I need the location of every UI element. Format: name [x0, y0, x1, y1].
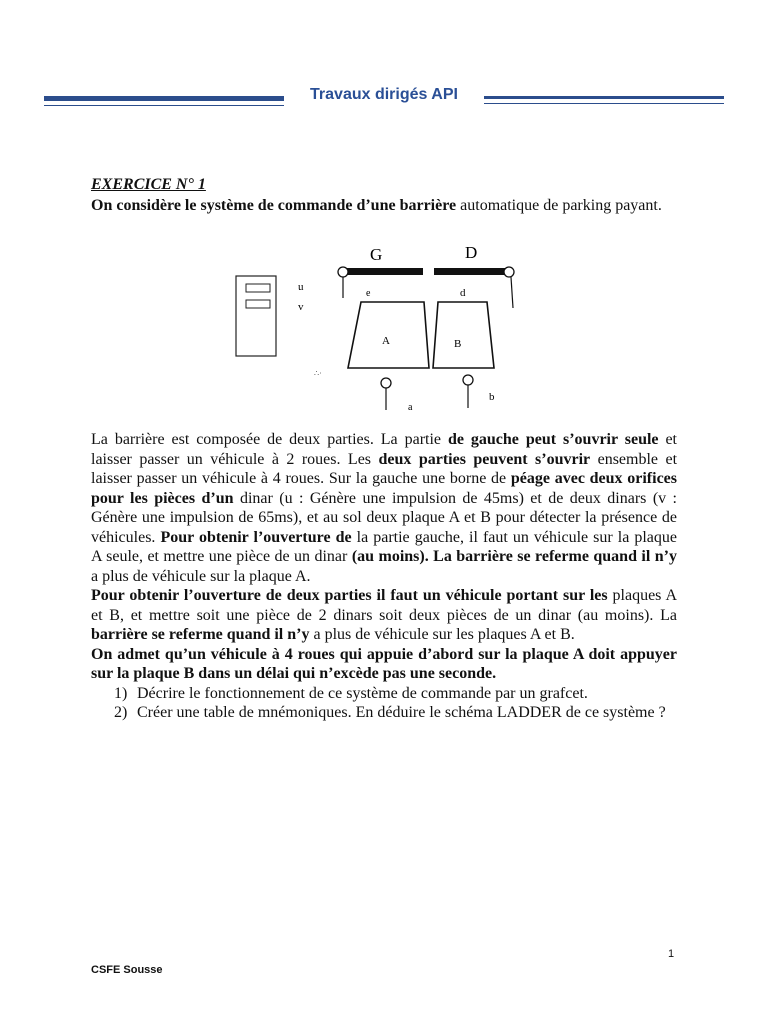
label-g: G	[370, 245, 383, 264]
text-span: a plus de véhicule sur la plaque A.	[91, 567, 311, 585]
question-item	[91, 703, 677, 723]
bold-span: (au moins). La barrière se referme quand il n’y	[351, 548, 677, 565]
intro-rest: automatique de parking payant.	[456, 197, 662, 214]
sensor-b	[463, 375, 473, 385]
bold-span: deux parties peuvent s’ouvrir	[378, 450, 591, 468]
text-span: dinar (u : Génère une impulsion de 45ms) et de deux dinars (v : Génère une impulsion de 65ms), et au sol deux plaque A et B pour détecter la présence de véhicules.	[91, 489, 678, 546]
bold-span: Pour obtenir l’ouverture de deux parties il faut un véhicule portant sur les	[91, 587, 608, 604]
text-span: et laisser passer un véhicule à 2 roues. Les	[91, 431, 677, 468]
coin-slot-u	[246, 284, 270, 292]
text-span: plaques A et B, et mettre soit une pièce de 2 dinars soit deux pièces de un dinar (au moins). La	[91, 587, 678, 624]
right-barrier-pivot	[504, 267, 514, 277]
exercise-intro	[91, 196, 679, 216]
bold-span: de gauche peut s’ouvrir seule	[447, 431, 659, 448]
question-item	[91, 684, 677, 704]
header-title: Travaux dirigés API	[44, 86, 724, 104]
sensor-a-label: a	[408, 402, 413, 413]
text-span: la partie gauche, il faut un véhicule sur la plaque A seule, et mettre une pièce de un dinar	[91, 528, 678, 565]
left-barrier-arm	[343, 268, 423, 275]
footer-org: CSFE Sousse	[91, 964, 163, 976]
question-number: 2)	[114, 704, 128, 721]
coin-slot-v	[246, 300, 270, 308]
question-list	[91, 684, 677, 723]
plate-a-label: A	[382, 335, 390, 347]
exercise-body	[91, 430, 677, 723]
question-text: Créer une table de mnémoniques. En déduire le schéma LADDER de ce système ?	[137, 704, 666, 721]
text-span: ensemble et laisser passer un véhicule à 4 roues. Sur la gauche une borne de	[91, 450, 678, 487]
page-header	[44, 84, 724, 114]
label-v: v	[298, 301, 304, 313]
page-number: 1	[668, 948, 675, 960]
right-barrier-post	[511, 277, 513, 308]
bold-span: Pour obtenir l’ouverture de	[160, 528, 352, 546]
label-d: D	[465, 243, 478, 262]
paragraph-3: On admet qu’un véhicule à 4 roues qui appuie d’abord sur la plaque A doit appuyer sur la plaque B dans un délai qui n’excède pas une seconde.	[91, 645, 677, 682]
question-text: Décrire le fonctionnement de ce système de commande par un grafcet.	[137, 684, 588, 702]
sensor-a	[381, 378, 391, 388]
paragraph-2	[91, 586, 677, 645]
bold-span: barrière se referme quand il n’y	[91, 626, 310, 643]
bold-span: péage avec deux orifices pour les pièces d’un	[91, 470, 678, 507]
intro-bold: On considère le système de commande d’une barrière	[91, 197, 457, 214]
text-span: a plus de véhicule sur les plaques A et B.	[309, 626, 575, 643]
scan-mark: ∴·	[314, 369, 322, 378]
plate-b-label: B	[454, 338, 462, 350]
barrier-diagram	[232, 240, 522, 420]
plate-b	[433, 302, 494, 368]
text-span: La barrière est composée de deux parties. La partie	[91, 431, 448, 448]
header-rule-left-thin	[44, 105, 284, 106]
paragraph-1	[91, 430, 677, 586]
sensor-b-label: b	[489, 391, 495, 403]
question-number: 1)	[114, 684, 128, 702]
exercise-title: EXERCICE N° 1	[91, 176, 206, 193]
right-barrier-arm	[434, 268, 509, 275]
left-barrier-pivot	[338, 267, 348, 277]
label-d-small: d	[460, 287, 466, 299]
label-e: e	[366, 288, 371, 299]
label-u: u	[298, 281, 304, 293]
